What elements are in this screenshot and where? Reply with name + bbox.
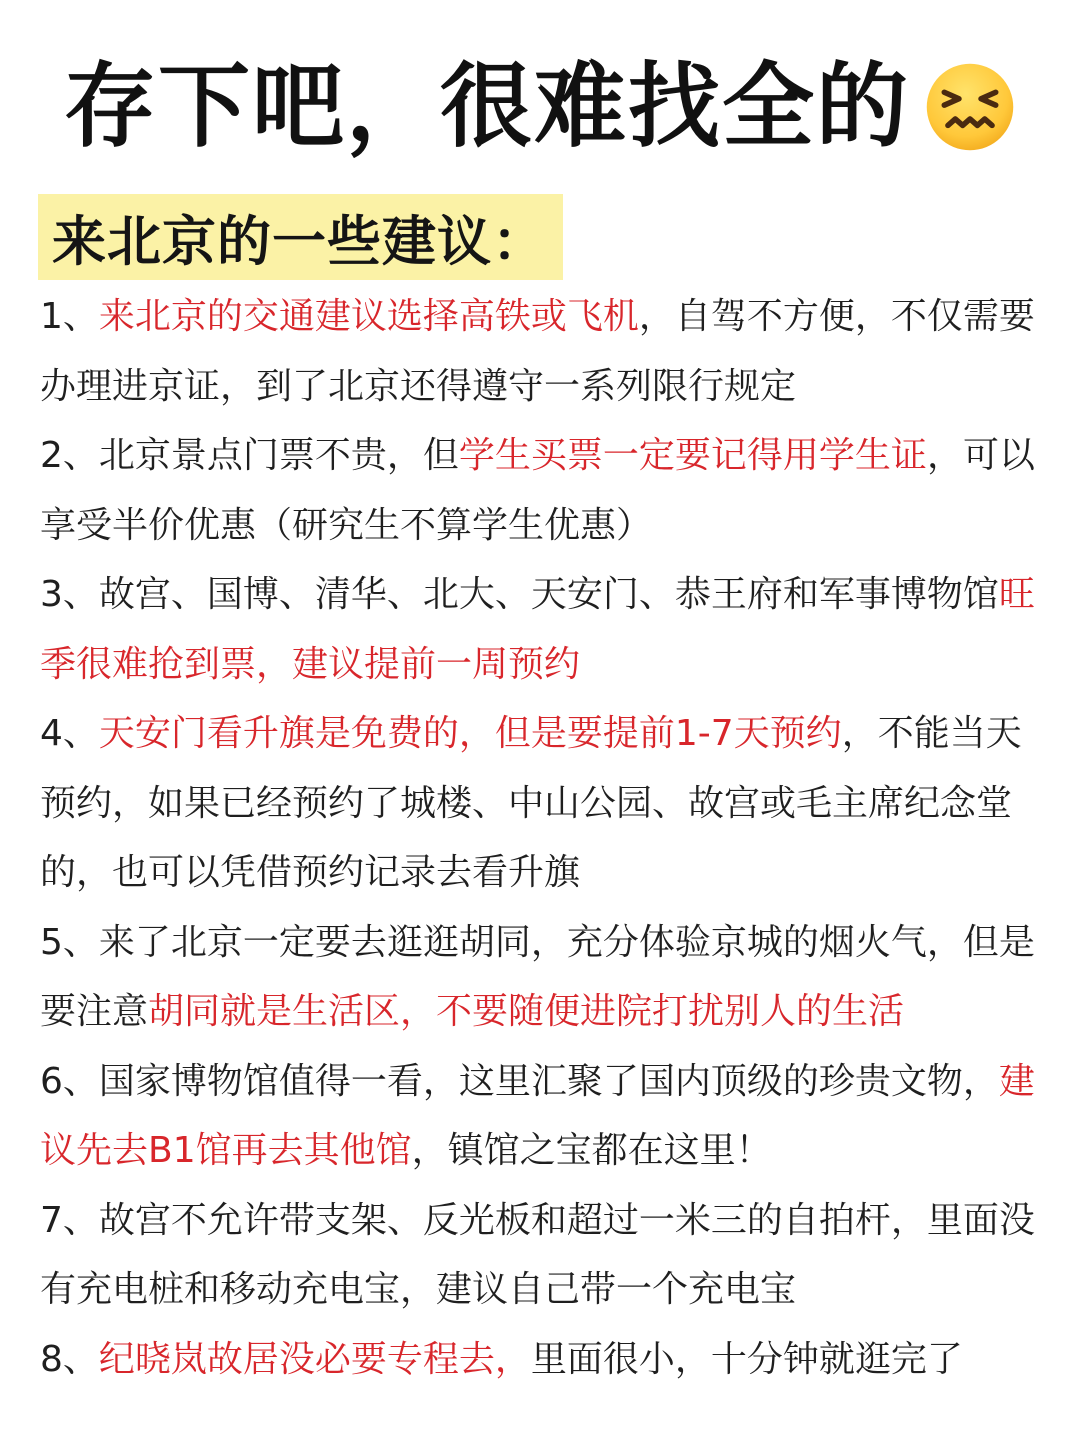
list-item-text: ，不能当天预约，如果已经预约了城楼、中山公园、故宫或毛主席纪念堂的，也可以凭借预约记录去看升旗 — [40, 713, 1022, 893]
list-item — [40, 908, 1050, 1047]
list-item-text: 故宫不允许带支架、反光板和超过一米三的自拍杆，里面没有充电桩和移动充电宝，建议自己带一个充电宝 — [40, 1199, 1035, 1310]
list-item — [40, 1047, 1050, 1186]
highlighted-text: 胡同就是生活区，不要随便进院打扰别人的生活 — [148, 991, 905, 1032]
list-item — [40, 1186, 1050, 1325]
list-item-text: 来了北京一定要去逛逛胡同，充分体验京城的烟火气，但是要注意 — [40, 921, 1035, 1032]
highlighted-text: 天安门看升旗是免费的，但是要提前1-7天预约 — [98, 713, 842, 754]
list-item — [40, 560, 1050, 699]
highlighted-text: 旺季很难抢到票，建议提前一周预约 — [40, 574, 1035, 685]
list-item-number: 5、 — [40, 921, 99, 963]
list-item-number: 1、 — [40, 296, 99, 337]
list-item-text: 北京景点门票不贵，但 — [98, 435, 459, 476]
highlighted-text: 学生买票一定要记得用学生证 — [458, 435, 927, 476]
list-item-number: 3、 — [40, 574, 99, 615]
list-item-number: 2、 — [40, 435, 99, 476]
highlighted-text: 建议先去B1馆再去其他馆 — [40, 1060, 1035, 1171]
highlighted-text: 纪晓岚故居没必要专程去， — [98, 1338, 531, 1380]
section-heading-text: 来北京的一些建议： — [52, 209, 547, 273]
confounded-face-icon — [924, 61, 1016, 153]
list-item-number: 8、 — [40, 1338, 99, 1380]
section-heading — [38, 194, 563, 280]
highlighted-text: 来北京的交通建议选择高铁或飞机 — [98, 296, 639, 337]
title-row — [0, 52, 1080, 162]
list-item-number: 7、 — [40, 1199, 99, 1241]
list-item-text: ，镇馆之宝都在这里！ — [411, 1130, 772, 1171]
page-title: 存下吧，很难找全的 — [63, 53, 910, 160]
list-item — [40, 1325, 1050, 1395]
list-item-number: 6、 — [40, 1060, 99, 1102]
list-item-text: 故宫、国博、清华、北大、天安门、恭王府和军事博物馆 — [98, 574, 999, 615]
list-item — [40, 421, 1050, 560]
list-item-text: ，可以享受半价优惠（研究生不算学生优惠） — [40, 435, 1035, 546]
tips-list — [40, 282, 1050, 1394]
list-item-number: 4、 — [40, 713, 99, 754]
list-item-text: ，自驾不方便，不仅需要办理进京证，到了北京还得遵守一系列限行规定 — [40, 296, 1035, 407]
list-item-text: 国家博物馆值得一看，这里汇聚了国内顶级的珍贵文物， — [98, 1060, 999, 1102]
list-item — [40, 282, 1050, 421]
list-item-text: 里面很小，十分钟就逛完了 — [530, 1338, 963, 1380]
list-item — [40, 699, 1050, 908]
